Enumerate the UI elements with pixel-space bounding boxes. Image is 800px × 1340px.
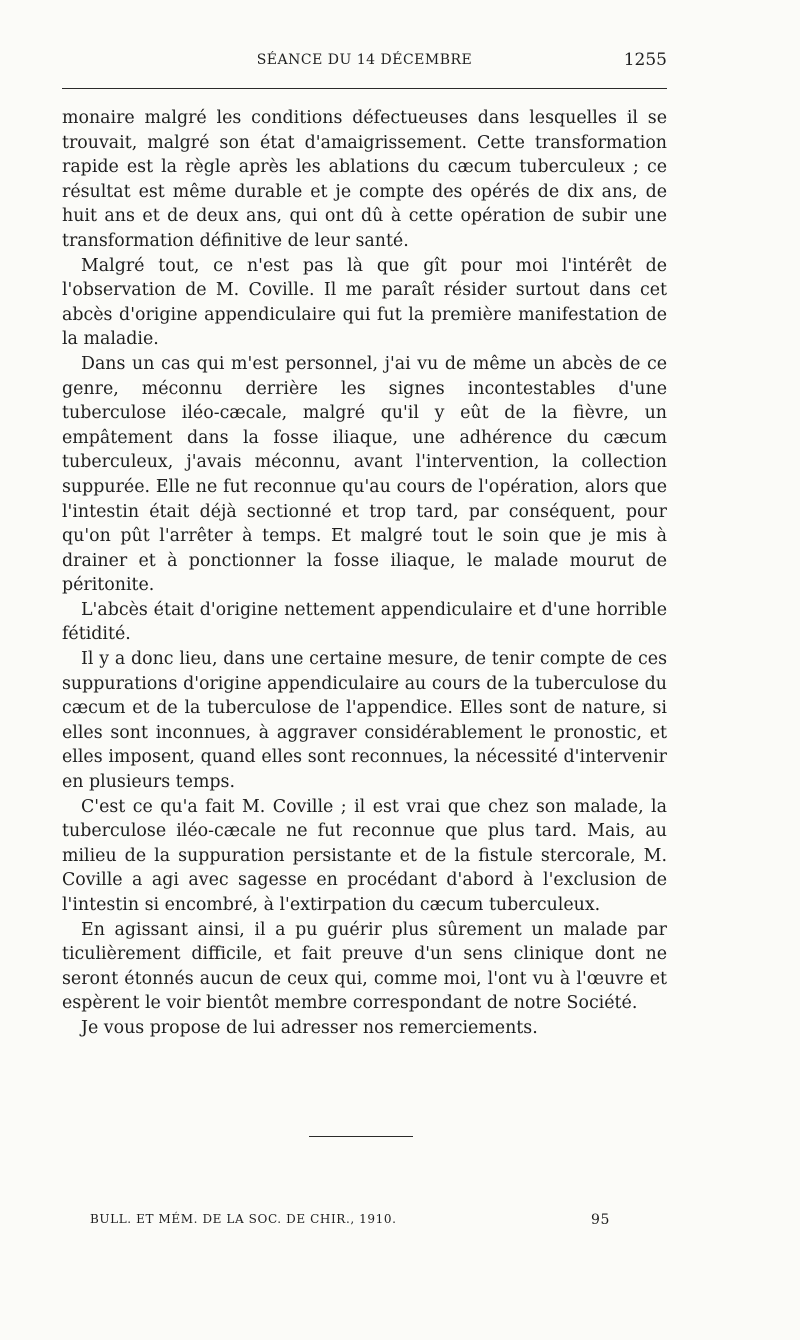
footer-signature-mark: 95 bbox=[590, 1212, 610, 1228]
end-of-section-rule bbox=[309, 1136, 413, 1137]
body-text bbox=[62, 106, 667, 1041]
running-head-title: SÉANCE DU 14 DÉCEMBRE bbox=[256, 52, 473, 68]
paragraph-5: Il y a donc lieu, dans une certaine mesure, de tenir compte de ces suppurations d'origine appendiculaire au cours de la tuberculose du cæcum et de la tuberculose de l'appendice. Elles sont de nature, si elles sont inconnues, à aggraver considérablement le pronostic, et elles imposent, quand elles sont reconnues, la nécessité d'intervenir en plusieurs temps. bbox=[62, 649, 667, 793]
paragraph-6: C'est ce qu'a fait M. Coville ; il est vrai que chez son malade, la tuberculose iléo-cæcale ne fut reconnue que plus tard. Mais, au milieu de la suppuration persistante et de la fistule stercorale, M. Coville a agi avec sagesse en procédant d'abord à l'exclusion de l'intestin si encombré, à l'extirpation du cæcum tuberculeux. bbox=[62, 796, 667, 915]
page-number: 1255 bbox=[623, 50, 667, 70]
paragraph-2: Malgré tout, ce n'est pas là que gît pour moi l'intérêt de l'observation de M. Coville. Il me paraît résider surtout dans cet abcès d'origine appendiculaire qui fut la première manifestation de la maladie. bbox=[62, 255, 667, 350]
page-footer bbox=[90, 1212, 610, 1234]
paragraph-8: Je vous propose de lui adresser nos remerciements. bbox=[81, 1017, 538, 1038]
paragraph-3: Dans un cas qui m'est personnel, j'ai vu de même un abcès de ce genre, méconnu derrière les signes incontestables d'une tuberculose iléo-cæcale, malgré qu'il y eût de la fièvre, un empâtement dans la fosse iliaque, une adhérence du cæcum tuberculeux, j'avais méconnu, avant l'intervention, la collection suppurée. Elle ne fut reconnue qu'au cours de l'opération, alors que l'intestin était déjà sectionné et trop tard, par conséquent, pour qu'on pût l'arrêter à temps. Et malgré tout le soin que je mis à drainer et à ponctionner la fosse iliaque, le malade mourut de péritonite. bbox=[62, 353, 667, 596]
header-rule bbox=[62, 88, 667, 89]
paragraph-4: L'abcès était d'origine nettement appendiculaire et d'une horrible fétidité. bbox=[62, 599, 667, 645]
paragraph-7: En agissant ainsi, il a pu guérir plus sûrement un malade par ticulièrement difficile, et fait preuve d'un sens clinique dont ne seront étonnés aucun de ceux qui, comme moi, l'ont vu à l'œuvre et espèrent le voir bientôt membre correspondant de notre Société. bbox=[62, 919, 667, 1014]
footer-journal-reference: BULL. ET MÉM. DE LA SOC. DE CHIR., 1910. bbox=[90, 1212, 397, 1226]
paragraph-1: monaire malgré les conditions défectueuses dans lesquelles il se trouvait, malgré son état d'amaigrissement. Cette transformation rapide est la règle après les ablations du cæcum tuberculeux ; ce résultat est même durable et je compte des opérés de dix ans, de huit ans et de deux ans, qui ont dû à cette opération de subir une transformation définitive de leur santé. bbox=[62, 108, 667, 251]
running-head bbox=[62, 50, 667, 74]
